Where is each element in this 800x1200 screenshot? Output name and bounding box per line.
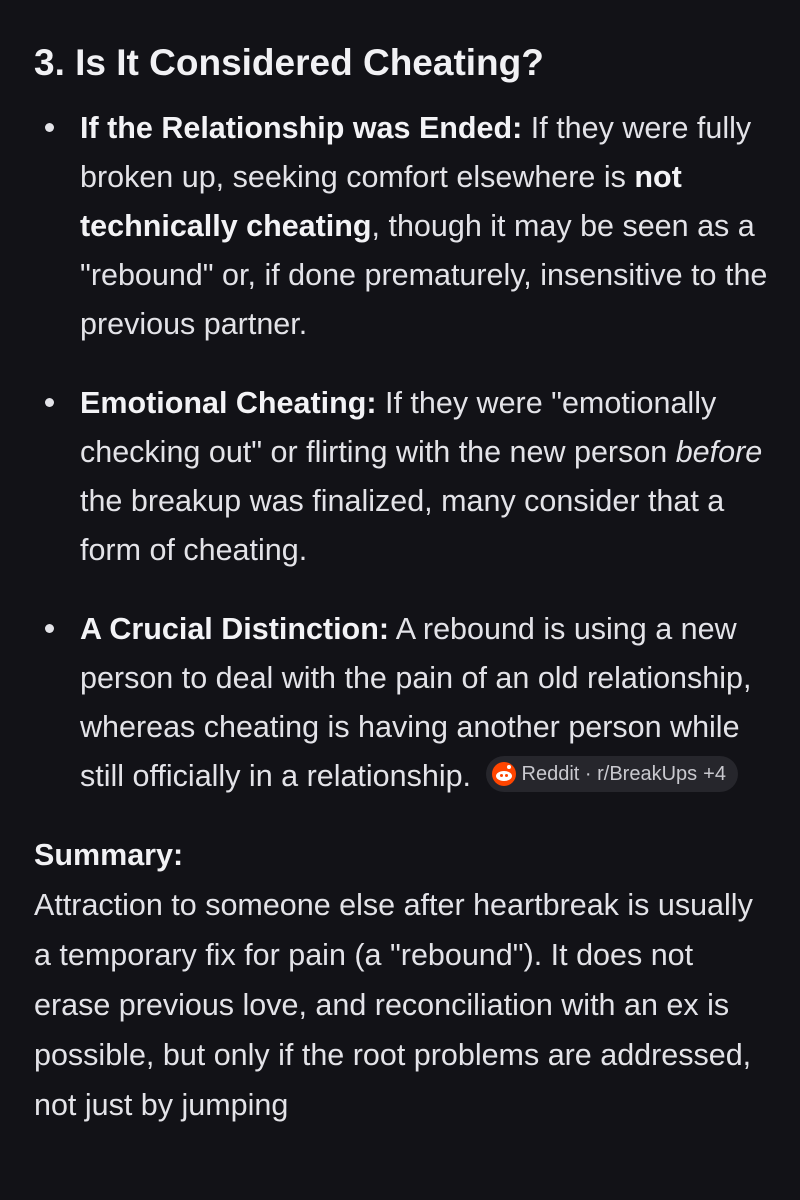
- bullet-dot: [45, 123, 54, 132]
- bullet-bold: If the Relationship was Ended:: [80, 111, 523, 145]
- bullet-italic: before: [675, 435, 763, 469]
- bullet-text: the breakup was finalized, many consider that a form of cheating.: [80, 484, 725, 567]
- bullet-bold: not technically cheating: [80, 160, 682, 243]
- section-heading: 3. Is It Considered Cheating?: [34, 42, 544, 83]
- bullet-dot: [45, 398, 54, 407]
- bullet-dot: [45, 624, 54, 633]
- bullet-bold: Emotional Cheating:: [80, 386, 377, 420]
- list-item: [34, 605, 774, 801]
- summary-title: Summary:: [34, 838, 184, 872]
- bullet-text: , though it may be seen as a "rebound" or, if done prematurely, insensitive to the previous partner.: [80, 209, 768, 341]
- source-chip-more: +4: [703, 763, 726, 785]
- source-chip-label: Reddit · r/BreakUps: [521, 763, 698, 785]
- reddit-icon: [492, 762, 516, 786]
- bullet-bold: A Crucial Distinction:: [80, 612, 389, 646]
- source-chip[interactable]: [486, 756, 738, 792]
- bullet-text: If they were "emotionally checking out" or flirting with the new person: [80, 386, 717, 469]
- summary-body: Attraction to someone else after heartbreak is usually a temporary fix for pain (a "rebound"). It does not erase previous love, and reconciliation with an ex is possible, but only if the root problems are addressed, not just by jumping: [34, 888, 753, 1122]
- bullet-list: [34, 104, 774, 801]
- answer-content: [34, 38, 774, 1130]
- bullet-text: If they were fully broken up, seeking comfort elsewhere is: [80, 111, 752, 194]
- list-item: [34, 104, 774, 349]
- list-item: [34, 379, 774, 575]
- bullet-text: A rebound is using a new person to deal with the pain of an old relationship, whereas cheating is having another person while still officially in a relationship.: [80, 612, 752, 793]
